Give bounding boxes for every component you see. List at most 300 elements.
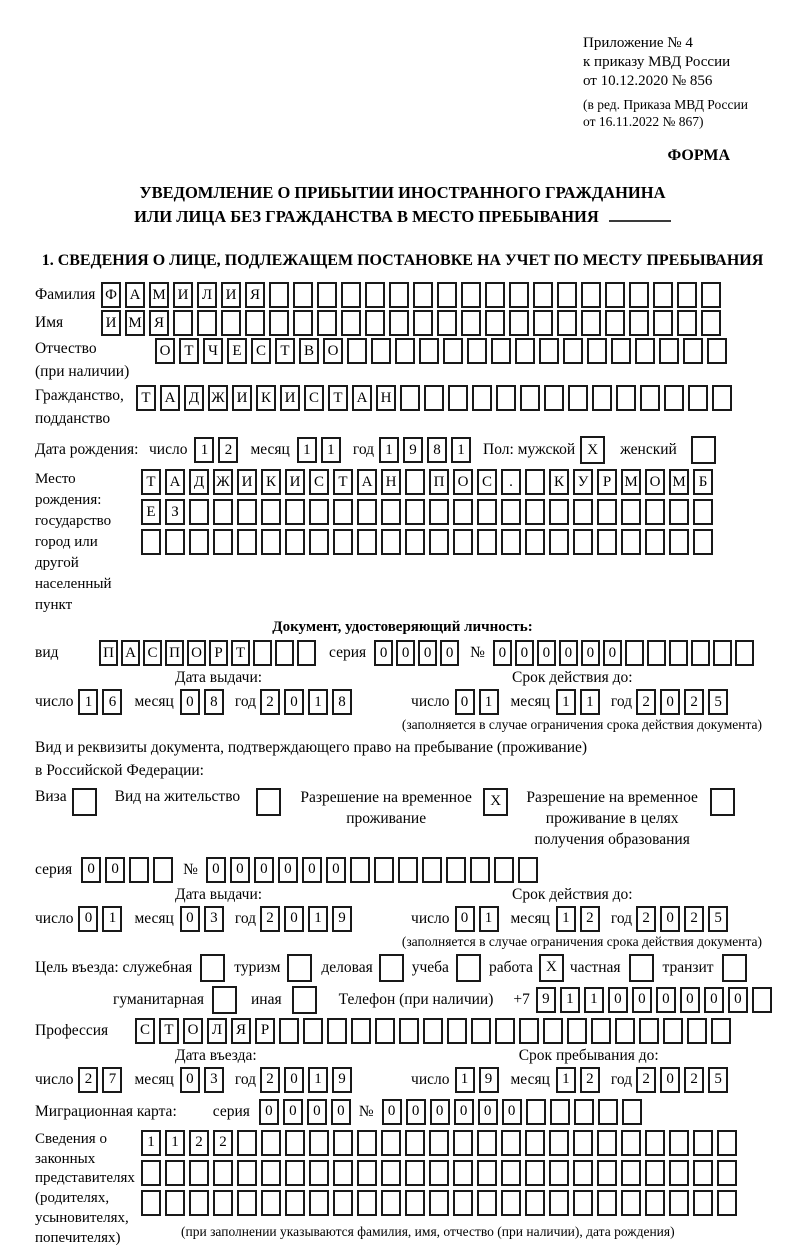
char-box[interactable]: 2 — [260, 1067, 280, 1093]
char-box[interactable] — [501, 1190, 521, 1216]
char-box[interactable] — [400, 385, 420, 411]
char-box[interactable] — [405, 469, 425, 495]
char-box[interactable] — [309, 499, 329, 525]
purpose-private-checkbox[interactable] — [629, 954, 654, 982]
char-box[interactable] — [461, 282, 481, 308]
char-box[interactable] — [477, 529, 497, 555]
char-box[interactable]: 0 — [430, 1099, 450, 1125]
char-box[interactable] — [693, 1190, 713, 1216]
char-box[interactable] — [533, 310, 553, 336]
char-box[interactable] — [574, 1099, 594, 1125]
char-box[interactable] — [381, 1130, 401, 1156]
char-box[interactable] — [467, 338, 487, 364]
char-box[interactable]: 0 — [660, 1067, 680, 1093]
char-box[interactable]: Р — [255, 1018, 275, 1044]
char-box[interactable]: 1 — [194, 437, 214, 463]
char-box[interactable]: 8 — [427, 437, 447, 463]
char-box[interactable] — [303, 1018, 323, 1044]
char-box[interactable] — [677, 282, 697, 308]
char-box[interactable] — [165, 1190, 185, 1216]
char-box[interactable]: М — [621, 469, 641, 495]
char-box[interactable]: 0 — [515, 640, 534, 666]
char-box[interactable] — [485, 310, 505, 336]
char-box[interactable] — [453, 499, 473, 525]
char-box[interactable] — [717, 1190, 737, 1216]
char-box[interactable]: 0 — [284, 906, 304, 932]
char-box[interactable] — [333, 529, 353, 555]
char-box[interactable]: Т — [179, 338, 199, 364]
char-box[interactable]: С — [309, 469, 329, 495]
char-box[interactable] — [573, 1130, 593, 1156]
char-box[interactable]: 0 — [455, 906, 475, 932]
char-box[interactable]: 0 — [180, 1067, 200, 1093]
char-box[interactable] — [549, 529, 569, 555]
char-box[interactable] — [429, 529, 449, 555]
char-box[interactable]: 2 — [636, 689, 656, 715]
char-box[interactable] — [693, 529, 713, 555]
char-box[interactable]: В — [299, 338, 319, 364]
purpose-transit-checkbox[interactable] — [722, 954, 747, 982]
char-box[interactable] — [461, 310, 481, 336]
char-box[interactable] — [375, 1018, 395, 1044]
char-box[interactable]: О — [323, 338, 343, 364]
char-box[interactable] — [549, 1160, 569, 1186]
char-box[interactable] — [525, 469, 545, 495]
char-box[interactable] — [567, 1018, 587, 1044]
char-box[interactable] — [701, 282, 721, 308]
char-box[interactable] — [693, 1130, 713, 1156]
char-box[interactable]: И — [285, 469, 305, 495]
char-box[interactable] — [544, 385, 564, 411]
char-box[interactable] — [622, 1099, 642, 1125]
char-box[interactable]: 2 — [684, 1067, 704, 1093]
char-box[interactable] — [550, 1099, 570, 1125]
char-box[interactable] — [389, 282, 409, 308]
char-box[interactable] — [501, 1160, 521, 1186]
char-box[interactable] — [381, 1190, 401, 1216]
char-box[interactable] — [629, 310, 649, 336]
purpose-work-checkbox[interactable]: X — [539, 954, 564, 982]
char-box[interactable]: 0 — [455, 689, 475, 715]
char-box[interactable] — [275, 640, 294, 666]
char-box[interactable] — [677, 310, 697, 336]
sex-female-checkbox[interactable] — [691, 436, 716, 464]
char-box[interactable]: К — [549, 469, 569, 495]
char-box[interactable]: 8 — [332, 689, 352, 715]
char-box[interactable]: 0 — [259, 1099, 279, 1125]
char-box[interactable]: 0 — [283, 1099, 303, 1125]
char-box[interactable]: П — [99, 640, 118, 666]
char-box[interactable]: 0 — [493, 640, 512, 666]
char-box[interactable] — [621, 1190, 641, 1216]
char-box[interactable] — [443, 338, 463, 364]
char-box[interactable]: Я — [231, 1018, 251, 1044]
char-box[interactable]: А — [165, 469, 185, 495]
char-box[interactable]: 0 — [105, 857, 125, 883]
char-box[interactable] — [549, 1190, 569, 1216]
char-box[interactable] — [713, 640, 732, 666]
char-box[interactable]: П — [429, 469, 449, 495]
char-box[interactable] — [237, 529, 257, 555]
char-box[interactable]: 2 — [684, 906, 704, 932]
char-box[interactable] — [597, 1190, 617, 1216]
char-box[interactable] — [351, 1018, 371, 1044]
char-box[interactable] — [663, 1018, 683, 1044]
char-box[interactable]: 1 — [584, 987, 604, 1013]
char-box[interactable]: Ж — [208, 385, 228, 411]
char-box[interactable] — [525, 499, 545, 525]
char-box[interactable] — [573, 529, 593, 555]
char-box[interactable] — [549, 499, 569, 525]
char-box[interactable] — [539, 338, 559, 364]
char-box[interactable] — [494, 857, 514, 883]
char-box[interactable] — [237, 499, 257, 525]
char-box[interactable] — [381, 1160, 401, 1186]
char-box[interactable]: 0 — [331, 1099, 351, 1125]
char-box[interactable] — [448, 385, 468, 411]
char-box[interactable] — [197, 310, 217, 336]
char-box[interactable] — [333, 1190, 353, 1216]
char-box[interactable] — [413, 282, 433, 308]
char-box[interactable]: 9 — [536, 987, 556, 1013]
char-box[interactable] — [573, 499, 593, 525]
char-box[interactable]: 1 — [78, 689, 98, 715]
char-box[interactable]: 9 — [403, 437, 423, 463]
char-box[interactable]: 5 — [708, 906, 728, 932]
char-box[interactable]: Е — [227, 338, 247, 364]
char-box[interactable] — [357, 499, 377, 525]
char-box[interactable] — [165, 529, 185, 555]
char-box[interactable] — [621, 1160, 641, 1186]
char-box[interactable] — [659, 338, 679, 364]
char-box[interactable]: 1 — [556, 1067, 576, 1093]
char-box[interactable] — [605, 282, 625, 308]
char-box[interactable] — [405, 499, 425, 525]
char-box[interactable]: Р — [597, 469, 617, 495]
char-box[interactable] — [639, 1018, 659, 1044]
char-box[interactable] — [587, 338, 607, 364]
char-box[interactable]: 1 — [556, 689, 576, 715]
char-box[interactable] — [381, 529, 401, 555]
char-box[interactable] — [297, 640, 316, 666]
char-box[interactable]: А — [357, 469, 377, 495]
char-box[interactable] — [189, 1160, 209, 1186]
char-box[interactable]: 0 — [180, 906, 200, 932]
char-box[interactable] — [591, 1018, 611, 1044]
char-box[interactable] — [597, 1160, 617, 1186]
char-box[interactable]: Т — [159, 1018, 179, 1044]
char-box[interactable]: 0 — [284, 1067, 304, 1093]
char-box[interactable] — [141, 1190, 161, 1216]
char-box[interactable] — [563, 338, 583, 364]
char-box[interactable]: 9 — [479, 1067, 499, 1093]
char-box[interactable]: Е — [141, 499, 161, 525]
char-box[interactable]: 2 — [636, 1067, 656, 1093]
char-box[interactable] — [669, 1190, 689, 1216]
char-box[interactable] — [557, 282, 577, 308]
char-box[interactable] — [437, 310, 457, 336]
char-box[interactable]: 0 — [396, 640, 415, 666]
char-box[interactable]: 2 — [580, 906, 600, 932]
char-box[interactable]: 0 — [478, 1099, 498, 1125]
char-box[interactable]: 1 — [165, 1130, 185, 1156]
char-box[interactable] — [365, 310, 385, 336]
char-box[interactable]: 1 — [556, 906, 576, 932]
char-box[interactable]: 0 — [603, 640, 622, 666]
char-box[interactable] — [141, 1160, 161, 1186]
char-box[interactable] — [597, 529, 617, 555]
char-box[interactable]: Ф — [101, 282, 121, 308]
char-box[interactable]: Б — [693, 469, 713, 495]
char-box[interactable] — [213, 1190, 233, 1216]
char-box[interactable] — [653, 282, 673, 308]
char-box[interactable] — [437, 282, 457, 308]
char-box[interactable]: 1 — [102, 906, 122, 932]
char-box[interactable]: 0 — [180, 689, 200, 715]
char-box[interactable] — [693, 499, 713, 525]
char-box[interactable] — [597, 1130, 617, 1156]
char-box[interactable]: Я — [149, 310, 169, 336]
char-box[interactable] — [285, 1160, 305, 1186]
char-box[interactable] — [309, 1160, 329, 1186]
char-box[interactable] — [293, 282, 313, 308]
char-box[interactable] — [395, 338, 415, 364]
char-box[interactable] — [129, 857, 149, 883]
char-box[interactable] — [309, 1130, 329, 1156]
char-box[interactable]: 6 — [102, 689, 122, 715]
char-box[interactable] — [688, 385, 708, 411]
char-box[interactable] — [573, 1190, 593, 1216]
char-box[interactable]: . — [501, 469, 521, 495]
char-box[interactable] — [365, 282, 385, 308]
char-box[interactable]: П — [165, 640, 184, 666]
char-box[interactable] — [261, 1130, 281, 1156]
char-box[interactable]: З — [165, 499, 185, 525]
char-box[interactable]: 0 — [374, 640, 393, 666]
char-box[interactable] — [398, 857, 418, 883]
char-box[interactable] — [261, 1190, 281, 1216]
char-box[interactable]: Н — [376, 385, 396, 411]
char-box[interactable] — [269, 282, 289, 308]
char-box[interactable] — [581, 310, 601, 336]
char-box[interactable]: Я — [245, 282, 265, 308]
char-box[interactable] — [446, 857, 466, 883]
char-box[interactable] — [237, 1130, 257, 1156]
char-box[interactable]: 2 — [260, 906, 280, 932]
char-box[interactable] — [645, 1160, 665, 1186]
char-box[interactable] — [285, 529, 305, 555]
char-box[interactable]: А — [121, 640, 140, 666]
char-box[interactable] — [525, 529, 545, 555]
char-box[interactable] — [683, 338, 703, 364]
char-box[interactable] — [496, 385, 516, 411]
char-box[interactable]: 0 — [632, 987, 652, 1013]
char-box[interactable]: Т — [231, 640, 250, 666]
visa-checkbox[interactable] — [72, 788, 97, 816]
char-box[interactable] — [341, 310, 361, 336]
char-box[interactable] — [413, 310, 433, 336]
char-box[interactable]: И — [237, 469, 257, 495]
char-box[interactable] — [735, 640, 754, 666]
char-box[interactable]: М — [125, 310, 145, 336]
char-box[interactable] — [645, 1130, 665, 1156]
char-box[interactable]: А — [125, 282, 145, 308]
char-box[interactable]: 1 — [479, 906, 499, 932]
purpose-tourism-checkbox[interactable] — [287, 954, 312, 982]
char-box[interactable]: 2 — [684, 689, 704, 715]
char-box[interactable] — [357, 529, 377, 555]
char-box[interactable]: О — [645, 469, 665, 495]
char-box[interactable]: 0 — [581, 640, 600, 666]
char-box[interactable]: А — [160, 385, 180, 411]
char-box[interactable]: К — [256, 385, 276, 411]
char-box[interactable] — [347, 338, 367, 364]
purpose-other-checkbox[interactable] — [292, 986, 317, 1014]
char-box[interactable]: 0 — [440, 640, 459, 666]
char-box[interactable]: 0 — [78, 906, 98, 932]
char-box[interactable] — [472, 385, 492, 411]
char-box[interactable] — [371, 338, 391, 364]
char-box[interactable]: 5 — [708, 689, 728, 715]
char-box[interactable] — [374, 857, 394, 883]
char-box[interactable]: 0 — [660, 689, 680, 715]
char-box[interactable]: 3 — [204, 1067, 224, 1093]
char-box[interactable] — [635, 338, 655, 364]
char-box[interactable] — [669, 640, 688, 666]
char-box[interactable]: 1 — [297, 437, 317, 463]
char-box[interactable] — [327, 1018, 347, 1044]
char-box[interactable] — [640, 385, 660, 411]
char-box[interactable]: 1 — [451, 437, 471, 463]
char-box[interactable] — [221, 310, 241, 336]
char-box[interactable] — [581, 282, 601, 308]
char-box[interactable] — [543, 1018, 563, 1044]
char-box[interactable] — [568, 385, 588, 411]
char-box[interactable] — [477, 499, 497, 525]
char-box[interactable] — [317, 282, 337, 308]
char-box[interactable] — [645, 529, 665, 555]
char-box[interactable]: И — [221, 282, 241, 308]
char-box[interactable] — [429, 1190, 449, 1216]
char-box[interactable] — [153, 857, 173, 883]
char-box[interactable]: 0 — [559, 640, 578, 666]
char-box[interactable] — [491, 338, 511, 364]
char-box[interactable] — [515, 338, 535, 364]
char-box[interactable] — [165, 1160, 185, 1186]
char-box[interactable] — [285, 1190, 305, 1216]
char-box[interactable] — [669, 1130, 689, 1156]
char-box[interactable] — [711, 1018, 731, 1044]
char-box[interactable] — [477, 1190, 497, 1216]
char-box[interactable]: 0 — [307, 1099, 327, 1125]
char-box[interactable]: Д — [184, 385, 204, 411]
char-box[interactable] — [645, 1190, 665, 1216]
char-box[interactable] — [707, 338, 727, 364]
char-box[interactable] — [477, 1130, 497, 1156]
char-box[interactable] — [598, 1099, 618, 1125]
char-box[interactable]: Д — [189, 469, 209, 495]
char-box[interactable] — [615, 1018, 635, 1044]
char-box[interactable]: М — [149, 282, 169, 308]
char-box[interactable] — [509, 282, 529, 308]
char-box[interactable] — [333, 1160, 353, 1186]
char-box[interactable]: 1 — [455, 1067, 475, 1093]
char-box[interactable] — [520, 385, 540, 411]
char-box[interactable] — [453, 1130, 473, 1156]
char-box[interactable]: О — [187, 640, 206, 666]
char-box[interactable] — [405, 1160, 425, 1186]
char-box[interactable]: С — [135, 1018, 155, 1044]
char-box[interactable] — [399, 1018, 419, 1044]
char-box[interactable] — [470, 857, 490, 883]
char-box[interactable]: 1 — [308, 689, 328, 715]
char-box[interactable] — [189, 499, 209, 525]
char-box[interactable]: 0 — [382, 1099, 402, 1125]
char-box[interactable] — [261, 1160, 281, 1186]
char-box[interactable] — [357, 1190, 377, 1216]
char-box[interactable] — [621, 1130, 641, 1156]
char-box[interactable] — [669, 499, 689, 525]
char-box[interactable]: Ж — [213, 469, 233, 495]
char-box[interactable] — [213, 499, 233, 525]
char-box[interactable] — [687, 1018, 707, 1044]
char-box[interactable]: 0 — [230, 857, 250, 883]
purpose-official-checkbox[interactable] — [200, 954, 225, 982]
char-box[interactable]: 2 — [636, 906, 656, 932]
char-box[interactable] — [293, 310, 313, 336]
char-box[interactable]: 0 — [502, 1099, 522, 1125]
char-box[interactable]: 0 — [704, 987, 724, 1013]
char-box[interactable]: 2 — [78, 1067, 98, 1093]
char-box[interactable] — [471, 1018, 491, 1044]
char-box[interactable] — [285, 1130, 305, 1156]
char-box[interactable] — [605, 310, 625, 336]
rvp-education-checkbox[interactable] — [710, 788, 735, 816]
char-box[interactable] — [253, 640, 272, 666]
char-box[interactable] — [389, 310, 409, 336]
char-box[interactable]: 2 — [260, 689, 280, 715]
char-box[interactable]: У — [573, 469, 593, 495]
char-box[interactable]: С — [477, 469, 497, 495]
char-box[interactable]: 3 — [204, 906, 224, 932]
char-box[interactable] — [519, 1018, 539, 1044]
char-box[interactable]: 2 — [189, 1130, 209, 1156]
char-box[interactable] — [477, 1160, 497, 1186]
char-box[interactable] — [237, 1160, 257, 1186]
char-box[interactable]: С — [143, 640, 162, 666]
char-box[interactable] — [485, 282, 505, 308]
char-box[interactable] — [447, 1018, 467, 1044]
char-box[interactable] — [279, 1018, 299, 1044]
char-box[interactable]: 1 — [308, 1067, 328, 1093]
char-box[interactable] — [509, 310, 529, 336]
char-box[interactable] — [526, 1099, 546, 1125]
char-box[interactable] — [173, 310, 193, 336]
char-box[interactable]: Ч — [203, 338, 223, 364]
char-box[interactable] — [261, 499, 281, 525]
char-box[interactable]: 0 — [278, 857, 298, 883]
char-box[interactable]: 0 — [254, 857, 274, 883]
char-box[interactable] — [752, 987, 772, 1013]
char-box[interactable]: И — [232, 385, 252, 411]
char-box[interactable]: 0 — [81, 857, 101, 883]
char-box[interactable]: Т — [328, 385, 348, 411]
char-box[interactable] — [525, 1160, 545, 1186]
char-box[interactable] — [317, 310, 337, 336]
char-box[interactable]: 9 — [332, 1067, 352, 1093]
char-box[interactable] — [424, 385, 444, 411]
char-box[interactable]: 0 — [608, 987, 628, 1013]
